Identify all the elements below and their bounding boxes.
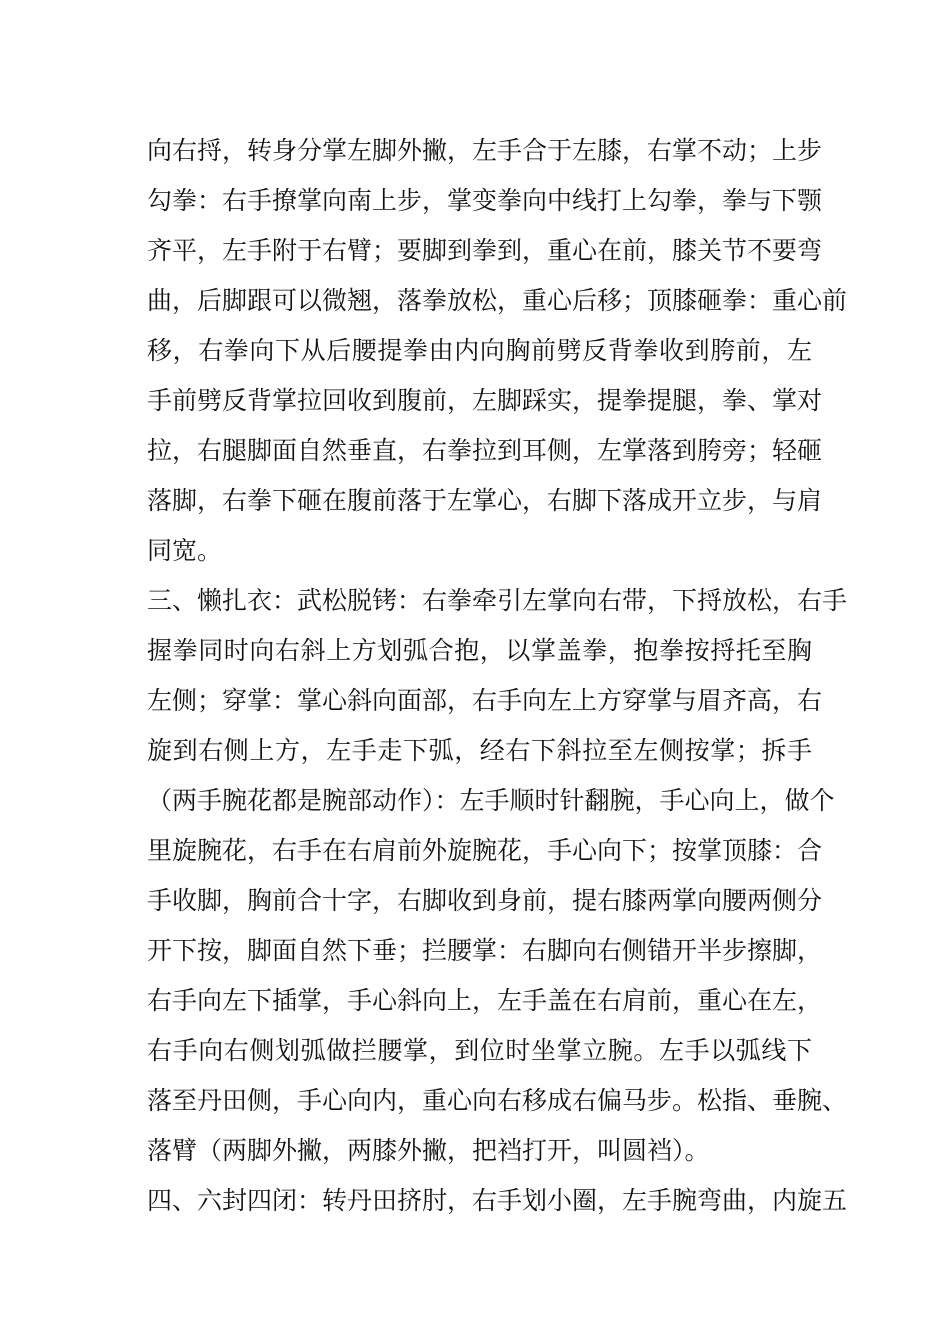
section-heading-line: 三、懒扎衣：武松脱铐：右拳牵引左掌向右带，下捋放松，右手 <box>147 586 848 615</box>
section-heading-line: 四、六封四闭：转丹田挤肘，右手划小圈，左手腕弯曲，内旋五 <box>147 1186 848 1215</box>
text-line: 开下按，脚面自然下垂；拦腰掌：右脚向右侧错开半步擦脚， <box>147 936 823 965</box>
text-line: 落臂（两脚外撇，两膝外撇，把裆打开，叫圆裆）。 <box>147 1136 710 1165</box>
text-line: 勾拳：右手撩掌向南上步，掌变拳向中线打上勾拳，拳与下颚 <box>147 186 823 215</box>
text-line: 手前劈反背掌拉回收到腹前，左脚踩实，提拳提腿，拳、掌对 <box>147 386 823 415</box>
text-line: 向右捋，转身分掌左脚外撇，左手合于左膝，右掌不动；上步 <box>147 136 823 165</box>
text-line: 齐平，左手附于右臂；要脚到拳到，重心在前，膝关节不要弯 <box>147 236 823 265</box>
text-line: 右手向左下插掌，手心斜向上，左手盖在右肩前，重心在左， <box>147 986 823 1015</box>
text-line: 落至丹田侧，手心向内，重心向右移成右偏马步。松指、垂腕、 <box>147 1086 848 1115</box>
text-line: 手收脚，胸前合十字，右脚收到身前，提右膝两掌向腰两侧分 <box>147 886 823 915</box>
text-line: 拉，右腿脚面自然垂直，右拳拉到耳侧，左掌落到胯旁；轻砸 <box>147 436 823 465</box>
text-line: 左侧；穿掌：掌心斜向面部，右手向左上方穿掌与眉齐高，右 <box>147 686 823 715</box>
text-line: （两手腕花都是腕部动作）：左手顺时针翻腕，手心向上，做个 <box>147 786 835 815</box>
text-line: 落脚，右拳下砸在腹前落于左掌心，右脚下落成开立步，与肩 <box>147 486 823 515</box>
text-line: 移，右拳向下从后腰提拳由内向胸前劈反背拳收到胯前，左 <box>147 336 812 365</box>
text-line: 右手向右侧划弧做拦腰掌，到位时坐掌立腕。左手以弧线下 <box>147 1036 812 1065</box>
text-line: 握拳同时向右斜上方划弧合抱，以掌盖拳，抱拳按捋托至胸 <box>147 636 812 665</box>
text-line: 同宽。 <box>147 536 223 565</box>
text-line: 旋到右侧上方，左手走下弧，经右下斜拉至左侧按掌；拆手 <box>147 736 812 765</box>
text-line: 曲，后脚跟可以微翘，落拳放松，重心后移；顶膝砸拳：重心前 <box>147 286 848 315</box>
text-line: 里旋腕花，右手在右肩前外旋腕花，手心向下；按掌顶膝：合 <box>147 836 823 865</box>
